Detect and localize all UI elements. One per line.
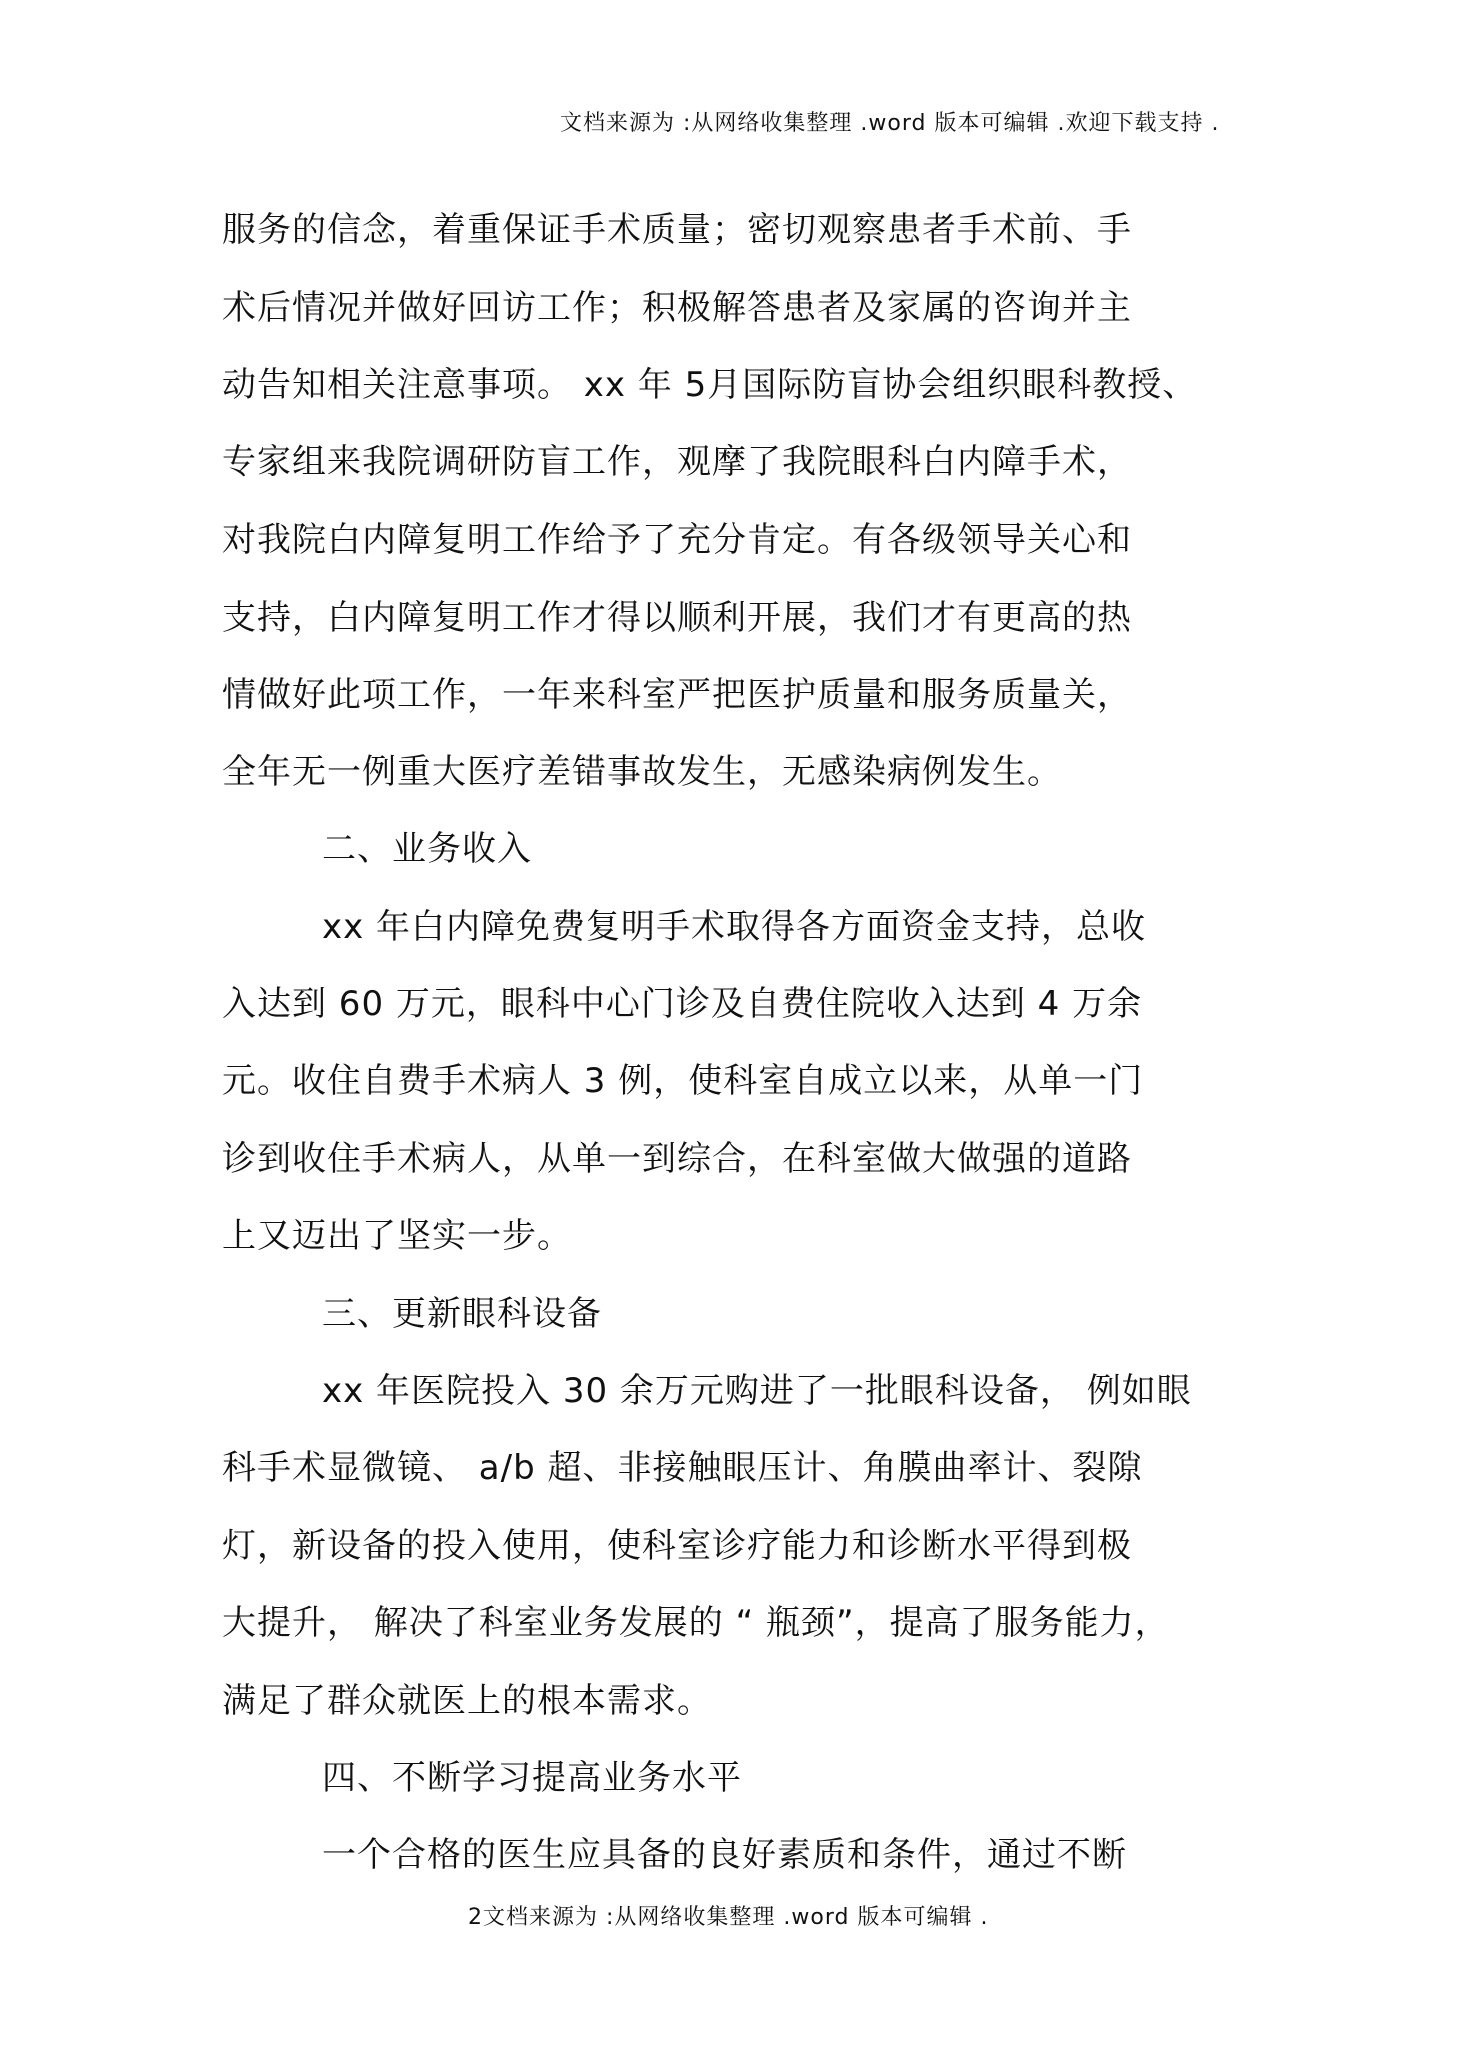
body-line: 一个合格的医生应具备的良好素质和条件，通过不断 [322,1835,1127,1875]
body-line: 科手术显微镜、 a/b 超、非接触眼压计、角膜曲率计、裂隙 [222,1448,1143,1488]
body-line: 对我院白内障复明工作给予了充分肯定。有各级领导关心和 [222,520,1132,560]
header-source-note: 文档来源为 :从网络收集整理 .word 版本可编辑 .欢迎下载支持 . [560,111,1220,136]
body-line: 情做好此项工作，一年来科室严把医护质量和服务质量关， [222,675,1132,715]
footer-source-note: 2文档来源为 :从网络收集整理 .word 版本可编辑 . [468,1905,989,1930]
body-line: 灯，新设备的投入使用，使科室诊疗能力和诊断水平得到极 [222,1526,1132,1566]
section-heading: 四、不断学习提高业务水平 [322,1758,742,1798]
body-line: 支持，白内障复明工作才得以顺利开展，我们才有更高的热 [222,598,1132,638]
body-line: 动告知相关注意事项。 xx 年 5月国际防盲协会组织眼科教授、 [222,365,1198,405]
body-line: 大提升， 解决了科室业务发展的 “ 瓶颈”，提高了服务能力， [222,1603,1170,1643]
body-line: 入达到 60 万元，眼科中心门诊及自费住院收入达到 4 万余 [222,984,1143,1024]
body-line: 上又迈出了坚实一步。 [222,1216,572,1256]
body-line: 服务的信念，着重保证手术质量；密切观察患者手术前、手 [222,210,1132,250]
section-heading: 二、业务收入 [322,829,532,869]
body-line: xx 年医院投入 30 余万元购进了一批眼科设备， 例如眼 [322,1371,1192,1411]
body-line: 术后情况并做好回访工作；积极解答患者及家属的咨询并主 [222,288,1132,328]
body-line: 满足了群众就医上的根本需求。 [222,1681,712,1721]
section-heading: 三、更新眼科设备 [322,1294,602,1334]
body-line: xx 年白内障免费复明手术取得各方面资金支持，总收 [322,907,1147,947]
body-line: 诊到收住手术病人，从单一到综合，在科室做大做强的道路 [222,1139,1132,1179]
body-line: 元。收住自费手术病人 3 例，使科室自成立以来，从单一门 [222,1061,1144,1101]
body-line: 专家组来我院调研防盲工作，观摩了我院眼科白内障手术， [222,442,1132,482]
body-line: 全年无一例重大医疗差错事故发生，无感染病例发生。 [222,752,1062,792]
